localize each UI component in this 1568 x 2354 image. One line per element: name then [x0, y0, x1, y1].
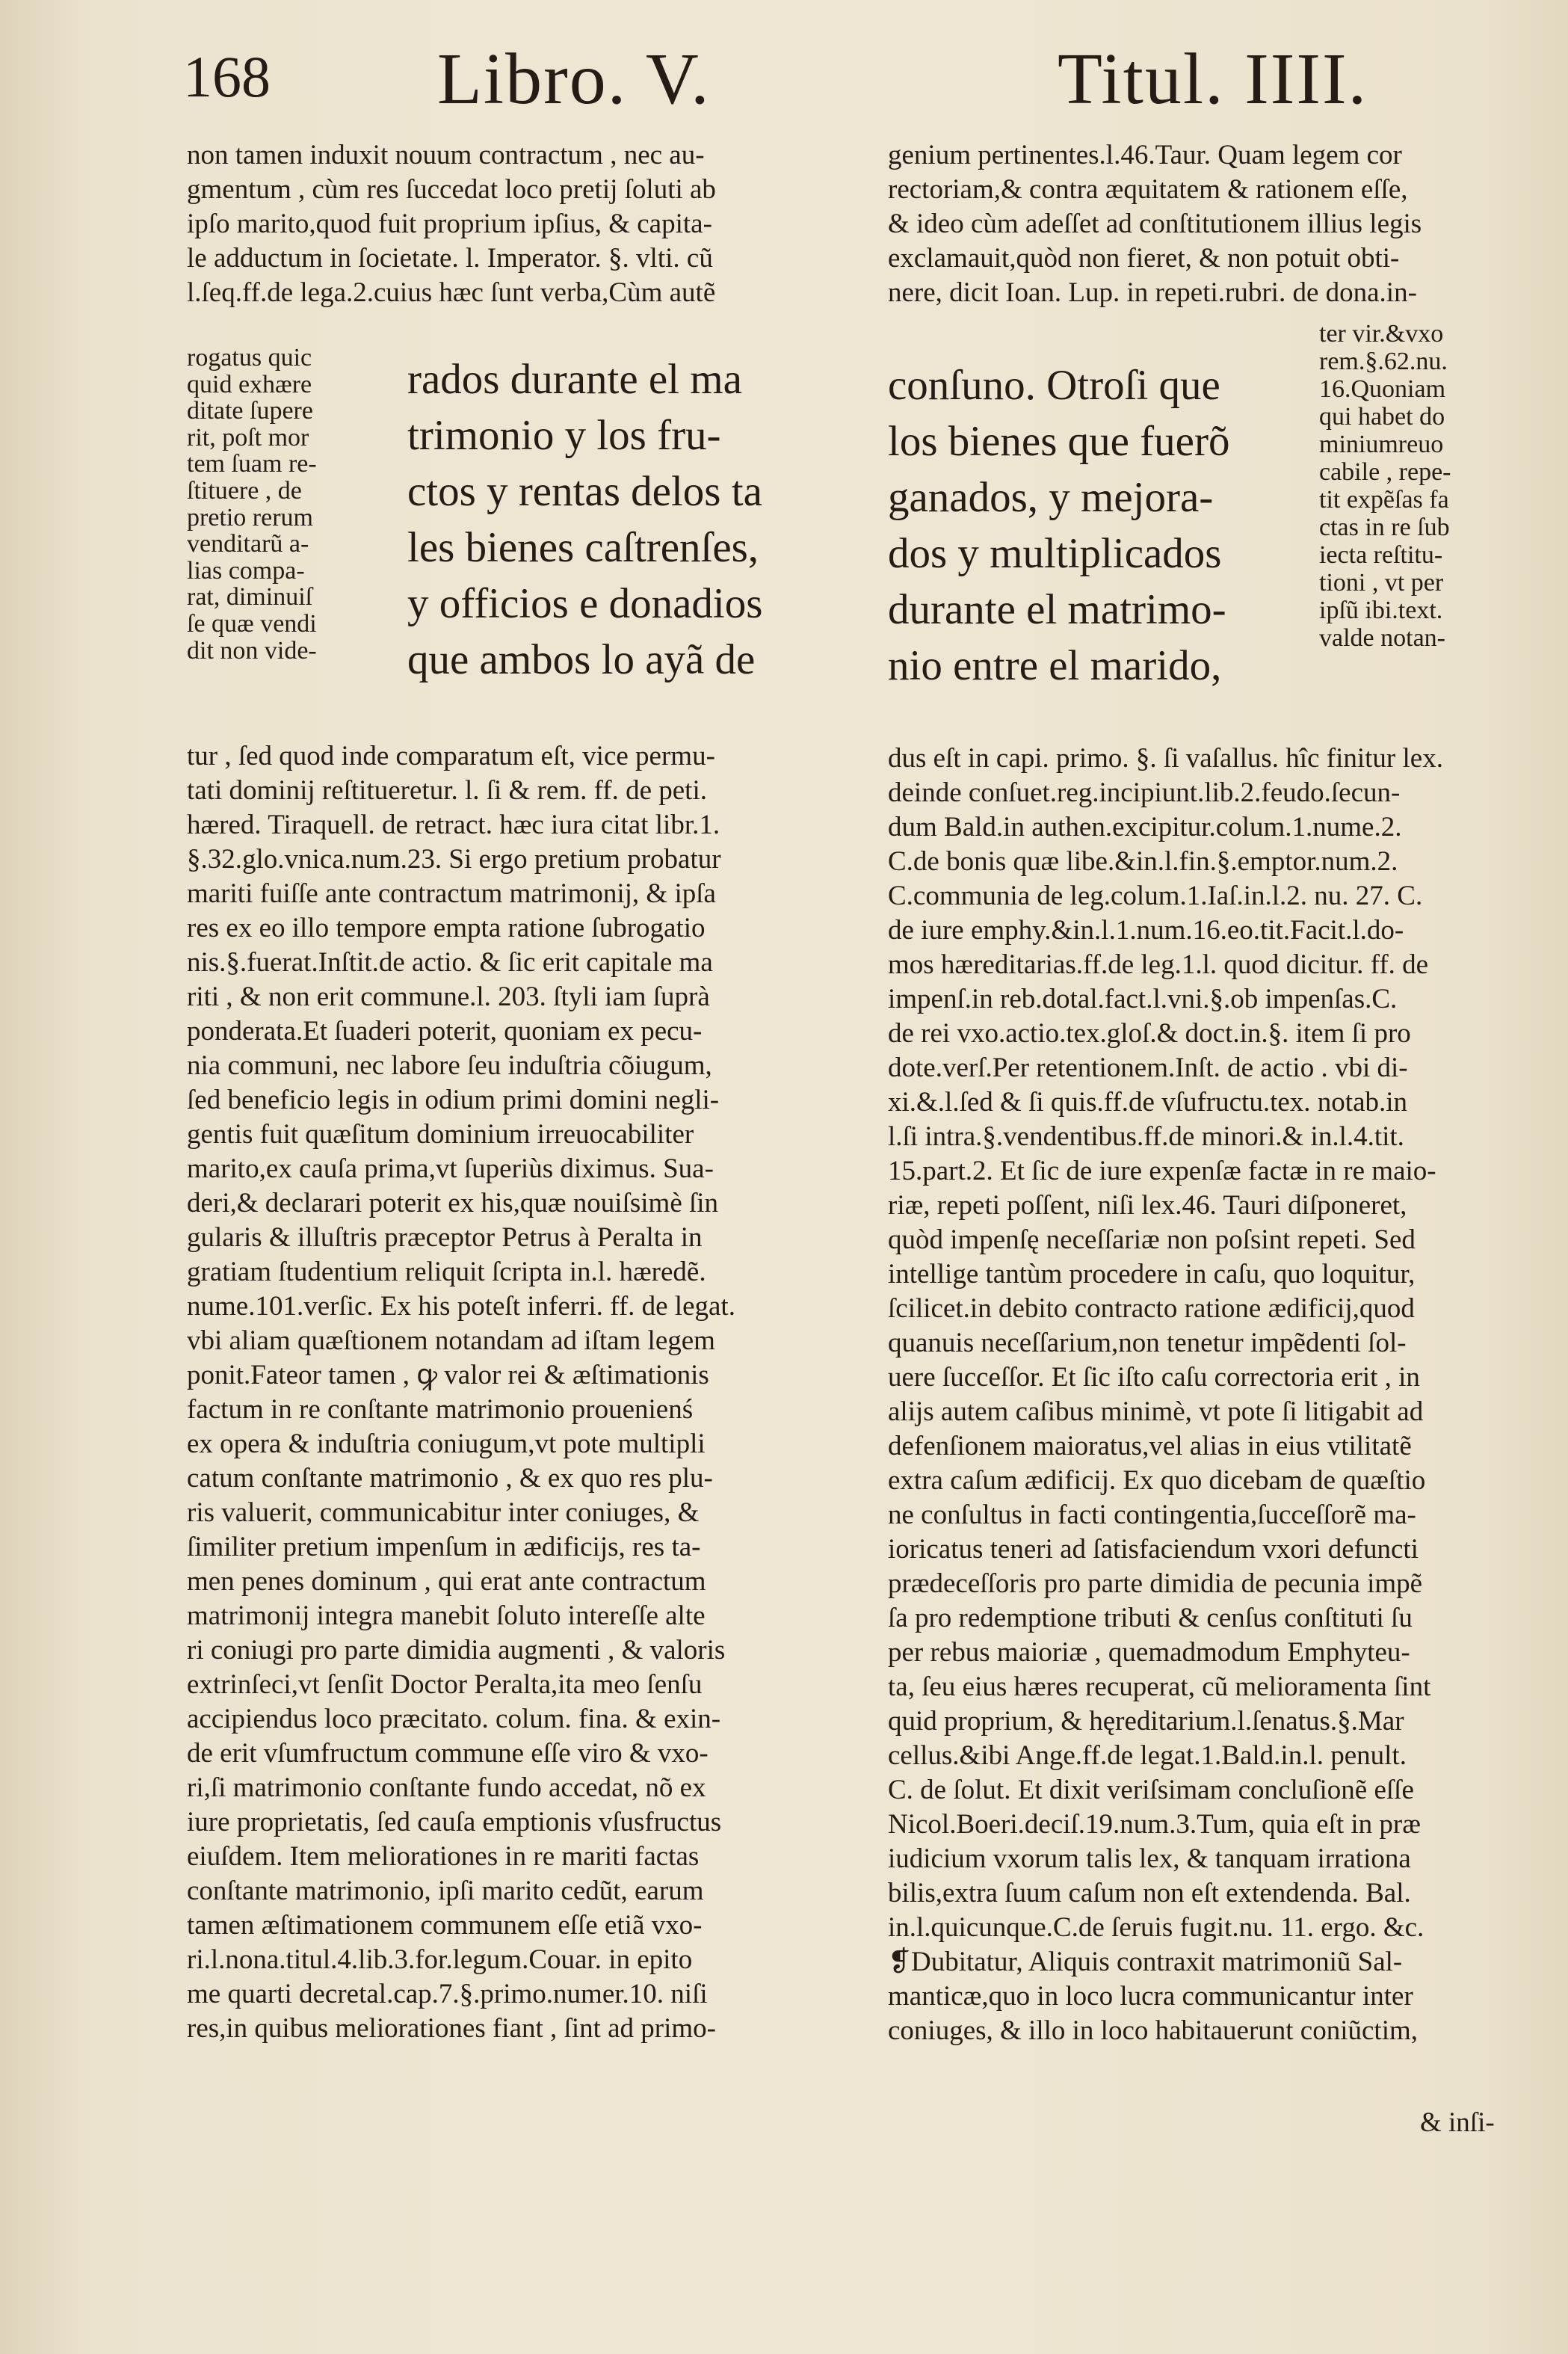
text-line: conſtante matrimonio, ipſi marito cedũt, earum	[187, 1876, 704, 1906]
text-line: dum Bald.in authen.excipitur.colum.1.nume.2.	[888, 812, 1402, 842]
text-line: ❡Dubitatur, Aliquis contraxit matrimoniũ Sal-	[888, 1947, 1403, 1977]
text-line: ſcilicet.in debito contracto ratione ædificij,quod	[888, 1293, 1415, 1324]
running-head-book: Libro. V.	[437, 39, 711, 120]
text-line: tur , ſed quod inde comparatum eſt, vice permu-	[187, 741, 715, 771]
text-line: impenſ.in reb.dotal.fact.l.vni.§.ob impenſas.C.	[888, 984, 1398, 1014]
gloss-line: dit non vide-	[187, 637, 317, 665]
text-line: ioricatus teneri ad ſatisfaciendum vxori defuncti	[888, 1534, 1419, 1565]
gloss-line: miniumreuo	[1319, 431, 1444, 458]
left-gloss-column	[187, 345, 359, 664]
text-line: ta, ſeu eius hæres recuperat, cũ melioramenta ſint	[888, 1671, 1431, 1702]
text-line: C.de bonis quæ libe.&in.l.fin.§.emptor.num.2.	[888, 846, 1398, 877]
gloss-line: tioni , vt per	[1319, 569, 1444, 597]
gloss-line: rat, diminuiſ	[187, 584, 313, 611]
text-line: gentis fuit quæſitum dominium irreuocabiliter	[187, 1119, 694, 1150]
text-line: gularis & illuſtris præceptor Petrus à Peralta in	[187, 1222, 703, 1253]
gloss-line: tem ſuam re-	[187, 451, 317, 478]
gloss-line: ctas in re ſub	[1319, 514, 1450, 541]
text-line: 15.part.2. Et ſic de iure expenſæ factæ in re maio-	[888, 1156, 1436, 1186]
text-line: accipiendus loco præcitato. colum. fina. & exin-	[187, 1704, 721, 1734]
text-line: ri coniugi pro parte dimidia augmenti , & valoris	[187, 1635, 726, 1666]
text-line: deinde conſuet.reg.incipiunt.lib.2.feudo.ſecun-	[888, 777, 1401, 808]
text-line: eiuſdem. Item meliorationes in re mariti factas	[187, 1841, 700, 1872]
text-line: quòd impenſę neceſſariæ non poſsint repeti. Sed	[888, 1224, 1416, 1255]
text-line: alijs autem caſibus minimè, vt pote ſi litigabit ad	[888, 1396, 1424, 1427]
right-column-bottom	[888, 742, 1531, 2048]
text-line: defenſionem maioratus,vel alias in eius vtilitatẽ	[888, 1431, 1412, 1461]
law-line: los bienes que fuerõ	[888, 418, 1230, 465]
text-line: ipſo marito,quod fuit proprium ipſius, & capita-	[187, 209, 712, 239]
right-gloss-column	[1319, 320, 1536, 652]
gloss-line: valde notan-	[1319, 624, 1445, 652]
text-line: riti , & non erit commune.l. 203. ſtyli iam ſuprà	[187, 982, 710, 1012]
text-line: riæ, repeti poſſent, niſi lex.46. Tauri diſponeret,	[888, 1190, 1407, 1221]
gloss-line: cabile , repe-	[1319, 458, 1451, 486]
text-line: factum in re conſtante matrimonio prouenienś	[187, 1394, 694, 1425]
text-line: de rei vxo.actio.tex.gloſ.& doct.in.§. item ſi pro	[888, 1018, 1411, 1049]
gloss-line: rem.§.62.nu.	[1319, 348, 1448, 375]
text-line: catum conſtante matrimonio , & ex quo res plu-	[187, 1463, 713, 1494]
text-line: ponit.Fateor tamen , ꝙ valor rei & æſtimationis	[187, 1360, 709, 1390]
text-line: dus eſt in capi. primo. §. ſi vaſallus. hîc finitur lex.	[888, 743, 1443, 774]
law-line: les bienes caſtrenſes,	[407, 524, 759, 571]
text-line: marito,ex cauſa prima,vt ſuperiùs diximus. Sua-	[187, 1153, 714, 1184]
law-line: nio entre el marido,	[888, 642, 1222, 689]
law-line: ganados, y mejora-	[888, 474, 1214, 521]
gloss-line: ſe quæ vendi	[187, 610, 317, 638]
text-line: deri,& declarari poterit ex his,quæ nouiſsimè ſin	[187, 1188, 719, 1218]
law-line: trimonio y los fru-	[407, 412, 721, 459]
text-line: l.ſi intra.§.vendentibus.ff.de minori.& in.l.4.tit.	[888, 1121, 1404, 1152]
text-line: extrinſeci,vt ſenſit Doctor Peralta,ita meo ſenſu	[187, 1669, 703, 1700]
text-line: iudicium vxorum talis lex, & tanquam irrationa	[888, 1843, 1411, 1874]
gloss-line: pretio rerum	[187, 504, 313, 532]
law-line: que ambos lo ayã de	[407, 636, 756, 683]
text-line: ri.l.nona.titul.4.lib.3.for.legum.Couar. in epito	[187, 1944, 693, 1975]
text-line: cellus.&ibi Ange.ff.de legat.1.Bald.in.l. penult.	[888, 1740, 1407, 1771]
text-line: coniuges, & illo in loco habitauerunt coniũctim,	[888, 2015, 1419, 2046]
text-line: non tamen induxit nouum contractum , nec au-	[187, 140, 705, 170]
law-line: ctos y rentas delos ta	[407, 468, 762, 515]
gloss-line: 16.Quoniam	[1319, 375, 1446, 403]
text-line: exclamauit,quòd non fieret, & non potuit obti-	[888, 243, 1400, 274]
text-line: xi.&.l.ſed & ſi quis.ff.de vſufructu.tex. notab.in	[888, 1087, 1408, 1118]
text-line: nis.§.fuerat.Inſtit.de actio. & ſic erit capitale ma	[187, 947, 713, 978]
page-number: 168	[183, 44, 271, 109]
text-line: hæred. Tiraquell. de retract. hæc iura citat libr.1.	[187, 810, 720, 840]
text-line: intellige tantùm procedere in caſu, quo loquitur,	[888, 1259, 1416, 1290]
text-line: manticæ,quo in loco lucra communicantur inter	[888, 1981, 1413, 2012]
text-line: ſimiliter pretium impenſum in ædificijs, res ta-	[187, 1532, 701, 1562]
text-line: res ex eo illo tempore empta ratione ſubrogatio	[187, 913, 706, 943]
text-line: C. de ſolut. Et dixit veriſsimam concluſionẽ eſſe	[888, 1775, 1414, 1805]
running-head-title: Titul. IIII.	[1058, 39, 1368, 120]
right-column-top	[888, 138, 1531, 310]
text-line: matrimonij integra manebit ſoluto intereſſe alte	[187, 1600, 706, 1631]
text-line: gmentum , cùm res ſuccedat loco pretij ſoluti ab	[187, 174, 716, 205]
gloss-line: ipſũ ibi.text.	[1319, 597, 1443, 624]
text-line: nere, dicit Ioan. Lup. in repeti.rubri. de dona.in-	[888, 277, 1417, 308]
text-line: ſed beneficio legis in odium primi domini negli-	[187, 1085, 720, 1115]
text-line: ex opera & induſtria coniugum,vt pote multipli	[187, 1429, 706, 1459]
text-line: prædeceſſoris pro parte dimidia de pecunia impẽ	[888, 1568, 1423, 1599]
text-line: iure proprietatis, ſed cauſa emptionis vſusfructus	[187, 1807, 722, 1837]
text-line: tamen æſtimationem communem eſſe etiã vxo-	[187, 1910, 703, 1941]
text-line: quid proprium, & hęreditarium.l.ſenatus.§.Mar	[888, 1706, 1404, 1737]
left-law-text	[407, 351, 833, 688]
text-line: l.ſeq.ff.de lega.2.cuius hæc ſunt verba,Cùm autẽ	[187, 277, 716, 308]
text-line: me quarti decretal.cap.7.§.primo.numer.10. niſi	[187, 1979, 708, 2009]
catchword: & inſi-	[1420, 2107, 1495, 2138]
text-line: dote.verſ.Per retentionem.Inſt. de actio . vbi di-	[888, 1053, 1408, 1083]
gloss-line: qui habet do	[1319, 403, 1445, 431]
text-line: uere ſucceſſor. Et ſic iſto caſu correctoria erit , in	[888, 1362, 1420, 1393]
text-line: nume.101.verſic. Ex his poteſt inferri. ff. de legat.	[187, 1291, 735, 1322]
text-line: le adductum in ſocietate. l. Imperator. §. vlti. cũ	[187, 243, 713, 274]
text-line: per rebus maioriæ , quemadmodum Emphyteu-	[888, 1637, 1410, 1668]
left-column-bottom	[187, 739, 830, 2046]
text-line: ponderata.Et ſuaderi poterit, quoniam ex pecu-	[187, 1016, 703, 1047]
gloss-line: ter vir.&vxo	[1319, 320, 1444, 348]
text-line: extra caſum ædificij. Ex quo dicebam de quæſtio	[888, 1465, 1426, 1496]
text-line: nia communi, nec labore ſeu induſtria cõiugum,	[187, 1050, 712, 1081]
law-line: rados durante el ma	[407, 356, 742, 403]
text-line: genium pertinentes.l.46.Taur. Quam legem cor	[888, 140, 1402, 170]
text-line: bilis,extra ſuum caſum non eſt extendenda. Bal.	[888, 1878, 1411, 1908]
gloss-line: iecta reſtitu-	[1319, 541, 1443, 569]
text-line: in.l.quicunque.C.de ſeruis fugit.nu. 11. ergo. &c.	[888, 1912, 1425, 1943]
gloss-line: tit expẽſas fa	[1319, 486, 1449, 514]
text-line: tati dominij reſtitueretur. l. ſi & rem. ff. de peti.	[187, 775, 707, 806]
gloss-line: ſtituere , de	[187, 477, 302, 505]
text-line: §.32.glo.vnica.num.23. Si ergo pretium probatur	[187, 844, 721, 875]
text-line: rectoriam,& contra æquitatem & rationem eſſe,	[888, 174, 1408, 205]
text-line: ſa pro redemptione tributi & cenſus conſtituti ſu	[888, 1603, 1413, 1633]
text-line: ne conſultus in facti contingentia,ſucceſſorẽ ma-	[888, 1500, 1416, 1530]
text-line: mos hæreditarias.ff.de leg.1.l. quod dicitur. ff. de	[888, 949, 1429, 980]
gloss-line: venditarũ a-	[187, 531, 309, 558]
left-column-top	[187, 138, 830, 310]
text-line: gratiam ſtudentium reliquit ſcripta in.l. hæredẽ.	[187, 1257, 706, 1287]
text-line: men penes dominum , qui erat ante contractum	[187, 1566, 706, 1597]
law-line: durante el matrimo-	[888, 586, 1226, 633]
text-line: ri,ſi matrimonio conſtante fundo accedat, nõ ex	[187, 1772, 706, 1803]
text-line: quanuis neceſſarium,non tenetur impẽdenti ſol-	[888, 1328, 1407, 1358]
text-line: mariti fuiſſe ante contractum matrimonij, & ipſa	[187, 878, 716, 909]
law-line: conſuno. Otroſi que	[888, 362, 1220, 409]
gloss-line: rit, poſt mor	[187, 424, 309, 452]
gloss-line: ditate ſupere	[187, 398, 313, 425]
gloss-line: rogatus quic	[187, 345, 312, 372]
text-line: & ideo cùm adeſſet ad conſtitutionem illius legis	[888, 209, 1422, 239]
gloss-line: quid exhære	[187, 371, 312, 398]
text-line: de iure emphy.&in.l.1.num.16.eo.tit.Facit.l.do-	[888, 915, 1404, 946]
text-line: ris valuerit, communicabitur inter coniuges, &	[187, 1497, 700, 1528]
text-line: vbi aliam quæſtionem notandam ad iſtam legem	[187, 1325, 715, 1356]
text-line: res,in quibus meliorationes fiant , ſint ad primo-	[187, 2013, 717, 2044]
text-line: Nicol.Boeri.deciſ.19.num.3.Tum, quia eſt in præ	[888, 1809, 1421, 1840]
text-line: C.communia de leg.colum.1.Iaſ.in.l.2. nu. 27. C.	[888, 881, 1423, 911]
gloss-line: lias compa-	[187, 557, 305, 585]
law-line: y officios e donadios	[407, 580, 763, 627]
law-line: dos y multiplicados	[888, 530, 1222, 577]
right-law-text	[888, 357, 1321, 694]
text-line: de erit vſumfructum commune eſſe viro & vxo-	[187, 1738, 709, 1769]
